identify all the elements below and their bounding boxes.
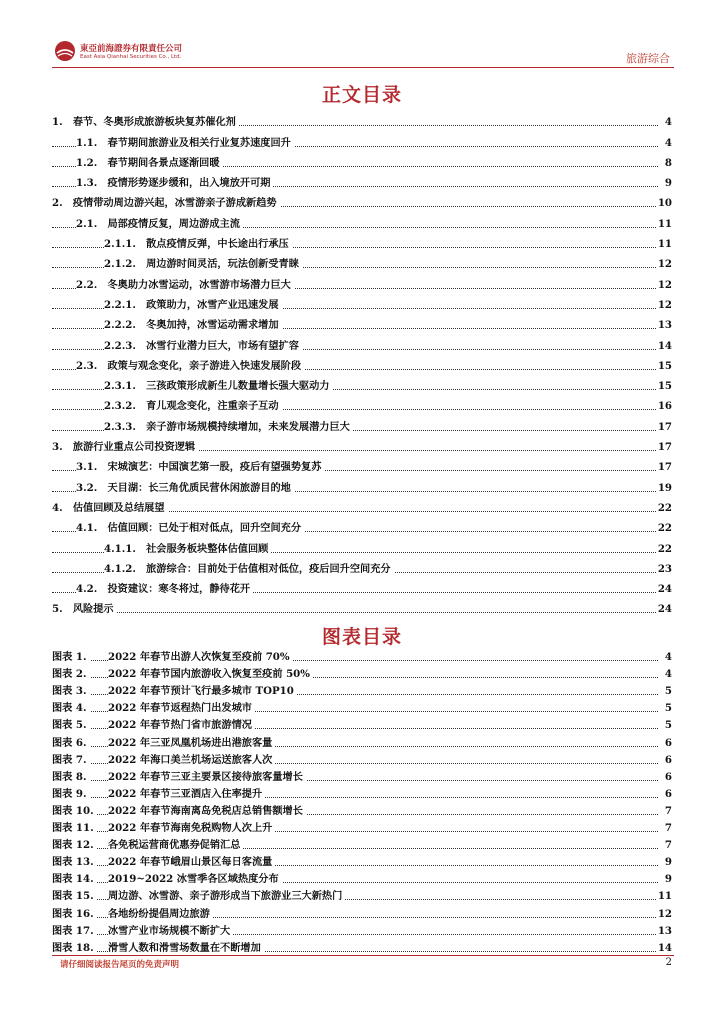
toc-entry[interactable] <box>52 396 672 416</box>
company-logo-icon <box>54 40 76 62</box>
figure-title: 2022 年春节热门省市旅游情况 <box>108 716 255 731</box>
figure-entry[interactable] <box>52 888 672 905</box>
toc-entry-title: 春节、冬奥形成旅游板块复苏催化剂 <box>72 116 236 129</box>
toc-entry-text <box>76 479 294 494</box>
toc-entry[interactable] <box>52 437 672 457</box>
toc-title: 正文目录 <box>321 84 402 106</box>
toc-entry[interactable] <box>52 498 672 518</box>
figure-label: 图表 3. <box>52 682 90 697</box>
figure-page: 12 <box>657 907 672 920</box>
figure-label: 图表 10. <box>52 802 97 817</box>
toc-entry[interactable] <box>52 559 672 579</box>
toc-entry-number: 2.2.2. <box>104 319 136 332</box>
toc-entry-title: 三孩政策形成新生儿数量增长强大驱动力 <box>146 380 330 393</box>
figure-label: 图表 18. <box>52 939 97 954</box>
toc-entry-title: 散点疫情反弹，中长途出行承压 <box>146 238 289 251</box>
toc-entry-page: 24 <box>657 583 672 596</box>
toc-entry-title: 政策助力，冰雪产业迅速发展 <box>146 298 279 311</box>
figure-label: 图表 12. <box>52 836 97 851</box>
toc-entry-number: 1. <box>52 116 63 129</box>
toc-entry-text <box>104 255 302 270</box>
figure-title: 2022 年春节国内旅游收入恢复至疫前 50% <box>108 665 313 680</box>
figure-title: 2022 年海口美兰机场运送旅客人次 <box>108 751 275 766</box>
figure-title: 2022 年春节返程热门出发城市 <box>108 699 255 714</box>
toc-entry-text <box>104 377 332 392</box>
toc-entry[interactable] <box>52 315 672 335</box>
figure-label: 图表 17. <box>52 922 97 937</box>
toc-entry-text <box>76 458 324 473</box>
figure-label: 图表 6. <box>52 734 90 749</box>
toc-entry-number: 4.1. <box>76 522 98 535</box>
toc-entry-page: 10 <box>657 197 672 210</box>
toc-entry-title: 政策与观念变化，亲子游进入快速发展阶段 <box>107 359 302 372</box>
toc-entry-title: 天目湖：长三角优质民营休闲旅游目的地 <box>107 481 291 494</box>
toc-entry-page: 8 <box>664 156 672 169</box>
figure-entry[interactable] <box>52 837 672 854</box>
toc-entry-text <box>104 316 282 331</box>
toc-entry-title: 宋城演艺：中国演艺第一股，疫后有望强势复苏 <box>107 461 322 474</box>
toc-entry-text <box>76 519 304 534</box>
toc-entry-title: 社会服务板块整体估值回顾 <box>146 542 269 555</box>
toc-entry-number: 4.1.1. <box>104 542 136 555</box>
figure-list-title: 图表目录 <box>321 626 402 648</box>
toc-entry[interactable] <box>52 112 672 132</box>
figure-label: 图表 14. <box>52 870 97 885</box>
figure-entry[interactable] <box>52 752 672 769</box>
figure-entry[interactable] <box>52 905 672 922</box>
toc-entry-title: 旅游行业重点公司投资逻辑 <box>72 441 196 454</box>
toc-entry-text <box>52 499 168 514</box>
figure-title: 2022 年三亚凤凰机场进出港旅客量 <box>108 734 275 749</box>
figure-label: 图表 7. <box>52 751 90 766</box>
company-name-cn: 東亞前海證券有限責任公司 <box>80 44 183 54</box>
toc-entry-page: 17 <box>657 420 672 433</box>
page-header <box>52 38 674 68</box>
figure-page: 6 <box>664 787 672 800</box>
toc-entry-text <box>104 296 282 311</box>
figure-entry[interactable] <box>52 803 672 820</box>
toc-entry-text <box>76 276 294 291</box>
figure-title: 2022 年春节海南离岛免税店总销售额增长 <box>108 802 306 817</box>
toc-entry-number: 1.3. <box>76 177 98 190</box>
figure-entry[interactable] <box>52 820 672 837</box>
toc-entry-text <box>76 154 223 169</box>
toc-entry[interactable] <box>52 376 672 396</box>
toc-entry-text <box>52 113 239 128</box>
toc-entry-text <box>76 174 273 189</box>
figure-title: 周边游、冰雪游、亲子游形成当下旅游业三大新热门 <box>108 887 345 902</box>
toc-entry[interactable] <box>52 295 672 315</box>
toc-entry[interactable] <box>52 335 672 355</box>
figure-page: 5 <box>664 685 672 698</box>
toc-entry-number: 3.2. <box>76 481 98 494</box>
toc-entry-title: 春节期间旅游业及相关行业复苏速度回升 <box>107 136 291 149</box>
toc-entry[interactable] <box>52 356 672 376</box>
footer-divider <box>52 955 674 956</box>
toc-entry-page: 22 <box>657 522 672 535</box>
toc-entry[interactable] <box>52 193 672 213</box>
toc-entry[interactable] <box>52 153 672 173</box>
toc-entry-title: 局部疫情反复，周边游成主流 <box>107 217 240 230</box>
toc-entry-number: 2.1.1. <box>104 238 136 251</box>
figure-entry[interactable] <box>52 734 672 751</box>
figure-entry[interactable] <box>52 649 672 666</box>
toc-entry-page: 19 <box>657 481 672 494</box>
toc-entry-page: 4 <box>664 136 672 149</box>
table-of-contents <box>52 112 672 619</box>
figure-page: 14 <box>657 941 672 954</box>
toc-entry[interactable] <box>52 254 672 274</box>
figure-title: 滑雪人数和滑雪场数量在不断增加 <box>108 939 264 954</box>
figure-entry[interactable] <box>52 683 672 700</box>
figure-page: 7 <box>664 804 672 817</box>
figure-title: 2022 年春节三亚主要景区接待旅客量增长 <box>108 768 306 783</box>
toc-entry-title: 冰雪行业潜力巨大，市场有望扩容 <box>146 339 299 352</box>
toc-entry-text <box>104 418 353 433</box>
toc-entry[interactable] <box>52 274 672 294</box>
figure-title: 各免税运营商优惠券促销汇总 <box>108 836 243 851</box>
toc-entry-text <box>104 397 282 412</box>
toc-entry-title: 估值回顾及总结展望 <box>72 501 165 514</box>
toc-entry-number: 5. <box>52 603 63 616</box>
toc-entry-number: 2.2.3. <box>104 339 136 352</box>
toc-entry-page: 4 <box>664 116 672 129</box>
figure-entry[interactable] <box>52 769 672 786</box>
toc-entry-page: 12 <box>657 258 672 271</box>
figure-title: 2022 年春节出游人次恢复至疫前 70% <box>108 648 293 663</box>
toc-entry-number: 2.3.2. <box>104 400 136 413</box>
figure-label: 图表 5. <box>52 716 90 731</box>
figure-page: 6 <box>664 753 672 766</box>
toc-entry-page: 13 <box>657 319 672 332</box>
figure-title: 各地纷纷提倡周边旅游 <box>108 905 213 920</box>
toc-entry-page: 16 <box>657 400 672 413</box>
figure-page: 4 <box>664 651 672 664</box>
figure-title: 2019~2022 冰雪季各区域热度分布 <box>108 870 282 885</box>
toc-entry-title: 亲子游市场规模持续增加，未来发展潜力巨大 <box>146 420 350 433</box>
toc-entry-title: 育儿观念变化，注重亲子互动 <box>146 400 279 413</box>
toc-entry-number: 2.3.3. <box>104 420 136 433</box>
figure-title: 2022 年春节海南免税购物人次上升 <box>108 819 275 834</box>
figure-page: 9 <box>664 873 672 886</box>
toc-entry-title: 投资建议：寒冬将过，静待花开 <box>107 583 251 596</box>
toc-entry-page: 24 <box>657 603 672 616</box>
toc-entry-number: 2.1. <box>76 217 98 230</box>
toc-entry-page: 23 <box>657 562 672 575</box>
figure-label: 图表 2. <box>52 665 90 680</box>
toc-entry-text <box>104 337 302 352</box>
toc-entry[interactable] <box>52 416 672 436</box>
figure-label: 图表 9. <box>52 785 90 800</box>
figure-label: 图表 15. <box>52 887 97 902</box>
figure-entry[interactable] <box>52 871 672 888</box>
toc-entry-text <box>104 560 394 575</box>
figure-label: 图表 13. <box>52 853 97 868</box>
toc-entry[interactable] <box>52 173 672 193</box>
figure-entry[interactable] <box>52 854 672 871</box>
toc-entry-text <box>76 134 294 149</box>
toc-entry-title: 冬奥助力冰雪运动，冰雪游市场潜力巨大 <box>107 278 291 291</box>
toc-entry-number: 4.1.2. <box>104 562 136 575</box>
toc-entry-page: 12 <box>657 298 672 311</box>
report-type: 旅游综合 <box>626 52 670 65</box>
toc-entry-page: 11 <box>657 217 672 230</box>
company-name-en: East Asia Qianhai Securities Co., Ltd. <box>80 54 182 60</box>
toc-entry-number: 3.1. <box>76 461 98 474</box>
toc-entry-title: 周边游时间灵活，玩法创新受青睐 <box>146 258 299 271</box>
figure-page: 6 <box>664 736 672 749</box>
toc-entry-number: 4.2. <box>76 583 98 596</box>
toc-entry-text <box>104 540 271 555</box>
toc-entry-page: 12 <box>657 278 672 291</box>
toc-entry-text <box>76 357 304 372</box>
figure-title: 冰雪产业市场规模不断扩大 <box>108 922 233 937</box>
toc-entry-page: 22 <box>657 501 672 514</box>
toc-entry-title: 旅游综合：目前处于估值相对低位，疫后回升空间充分 <box>146 562 391 575</box>
figure-page: 7 <box>664 839 672 852</box>
toc-entry-number: 2.3.1. <box>104 380 136 393</box>
toc-entry-title: 冬奥加持，冰雪运动需求增加 <box>146 319 279 332</box>
toc-entry[interactable] <box>52 457 672 477</box>
toc-entry-page: 9 <box>664 177 672 190</box>
toc-entry[interactable] <box>52 213 672 233</box>
figure-label: 图表 1. <box>52 648 90 663</box>
toc-entry-title: 疫情带动周边游兴起，冰雪游亲子游成新趋势 <box>72 197 277 210</box>
toc-entry-text <box>52 194 280 209</box>
toc-entry-number: 4. <box>52 501 63 514</box>
toc-entry-page: 22 <box>657 542 672 555</box>
figure-page: 5 <box>664 702 672 715</box>
toc-entry-title: 春节期间各景点逐渐回暖 <box>107 156 220 169</box>
header-divider <box>52 67 674 68</box>
toc-entry[interactable] <box>52 579 672 599</box>
figure-label: 图表 8. <box>52 768 90 783</box>
toc-entry-number: 1.1. <box>76 136 98 149</box>
toc-entry-number: 2.1.2. <box>104 258 136 271</box>
toc-entry-page: 17 <box>657 461 672 474</box>
toc-entry-text <box>76 580 253 595</box>
toc-entry[interactable] <box>52 132 672 152</box>
figure-label: 图表 4. <box>52 699 90 714</box>
toc-entry-page: 14 <box>657 339 672 352</box>
toc-entry[interactable] <box>52 538 672 558</box>
figure-entry[interactable] <box>52 666 672 683</box>
figure-page: 13 <box>657 924 672 937</box>
toc-entry-number: 2.3. <box>76 359 98 372</box>
figure-entry[interactable] <box>52 786 672 803</box>
toc-entry-number: 3. <box>52 441 63 454</box>
dot-leader <box>52 612 658 613</box>
toc-entry[interactable] <box>52 599 672 619</box>
figure-title: 2022 年春节峨眉山景区每日客流量 <box>108 853 275 868</box>
toc-entry-page: 17 <box>657 441 672 454</box>
toc-entry-title: 估值回顾：已处于相对低点，回升空间充分 <box>107 522 302 535</box>
toc-entry-text <box>52 438 198 453</box>
toc-entry-text <box>52 600 117 615</box>
toc-entry-number: 2.2. <box>76 278 98 291</box>
toc-entry-text <box>104 235 292 250</box>
figure-page: 5 <box>664 719 672 732</box>
toc-entry-number: 2.2.1. <box>104 298 136 311</box>
figure-title: 2022 年春节预计飞行最多城市 TOP10 <box>108 682 297 697</box>
toc-entry[interactable] <box>52 518 672 538</box>
toc-entry-page: 15 <box>657 359 672 372</box>
figure-page: 7 <box>664 822 672 835</box>
figure-page: 9 <box>664 856 672 869</box>
figure-entry[interactable] <box>52 717 672 734</box>
figure-page: 11 <box>657 890 672 903</box>
figure-page: 4 <box>664 668 672 681</box>
toc-entry-number: 2. <box>52 197 63 210</box>
figure-label: 图表 11. <box>52 819 97 834</box>
toc-entry[interactable] <box>52 477 672 497</box>
toc-entry-number: 1.2. <box>76 156 98 169</box>
figure-label: 图表 16. <box>52 905 97 920</box>
toc-entry-title: 风险提示 <box>72 603 114 616</box>
figure-entry[interactable] <box>52 923 672 940</box>
toc-entry-title: 疫情形势逐步缓和，出入境放开可期 <box>107 177 271 190</box>
figure-title: 2022 年春节三亚酒店入住率提升 <box>108 785 265 800</box>
toc-entry-page: 15 <box>657 380 672 393</box>
figure-page: 6 <box>664 770 672 783</box>
toc-entry-page: 11 <box>657 238 672 251</box>
toc-entry[interactable] <box>52 234 672 254</box>
footer-disclaimer: 请仔细阅读报告尾页的免责声明 <box>60 960 180 970</box>
page-number: 2 <box>665 957 672 968</box>
figure-entry[interactable] <box>52 700 672 717</box>
figure-list <box>52 649 672 957</box>
toc-entry-text <box>76 215 243 230</box>
